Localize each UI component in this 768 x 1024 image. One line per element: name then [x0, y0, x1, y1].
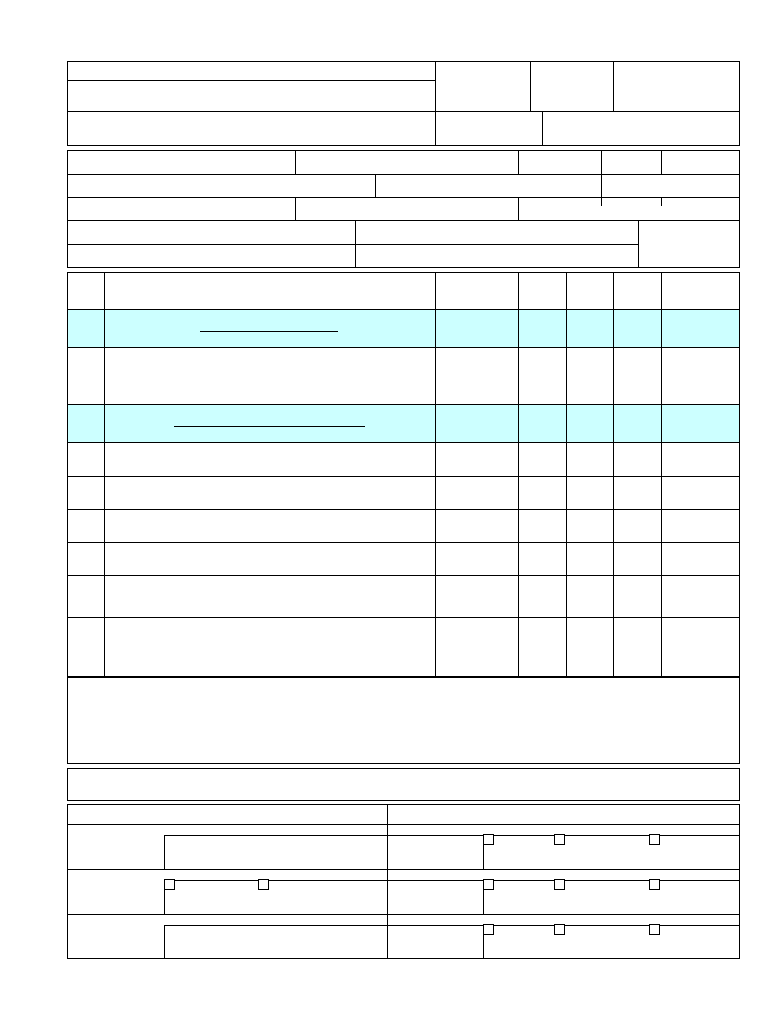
info-block — [67, 150, 740, 268]
checkbox[interactable] — [164, 879, 175, 890]
table-col-divider — [661, 272, 662, 677]
checkbox[interactable] — [649, 879, 660, 890]
header-divider — [435, 61, 436, 146]
table-row-divider — [67, 617, 740, 618]
info-divider — [295, 197, 296, 220]
info-divider — [601, 174, 602, 206]
table-row-divider — [67, 542, 740, 543]
checklist-input-field[interactable] — [164, 925, 388, 959]
info-divider — [518, 150, 519, 174]
table-col-divider — [435, 272, 436, 677]
header-block — [67, 61, 740, 146]
table-row-divider — [67, 442, 740, 443]
header-divider — [542, 111, 543, 146]
table-col-divider — [566, 272, 567, 677]
table-row-divider — [67, 575, 740, 576]
checkbox[interactable] — [554, 879, 565, 890]
table-col-divider — [104, 272, 105, 677]
checkbox[interactable] — [483, 879, 494, 890]
info-divider — [375, 174, 376, 197]
table-row-divider — [67, 347, 740, 348]
header-divider — [613, 61, 614, 111]
section-heading-underline — [174, 426, 365, 427]
checkbox[interactable] — [483, 834, 494, 845]
checkbox[interactable] — [554, 924, 565, 935]
info-divider — [518, 197, 519, 220]
checkbox[interactable] — [649, 834, 660, 845]
header-divider — [67, 111, 740, 112]
header-divider — [67, 80, 436, 81]
table-row-divider — [67, 509, 740, 510]
info-divider — [601, 150, 602, 174]
remarks-box[interactable] — [67, 677, 740, 764]
info-divider — [67, 220, 740, 221]
table-row-divider — [67, 404, 740, 405]
info-divider — [67, 244, 638, 245]
checkbox[interactable] — [258, 879, 269, 890]
table-col-divider — [518, 272, 519, 677]
table-row-divider — [67, 309, 740, 310]
info-divider — [67, 174, 740, 175]
info-divider — [638, 220, 639, 268]
info-divider — [661, 197, 662, 206]
checklist-input-field[interactable] — [164, 835, 388, 870]
table-col-divider — [613, 272, 614, 677]
checklist-input-field[interactable] — [164, 880, 388, 915]
info-divider — [661, 150, 662, 174]
checkbox[interactable] — [649, 924, 660, 935]
info-divider — [67, 197, 740, 198]
checkbox[interactable] — [483, 924, 494, 935]
checkbox[interactable] — [554, 834, 565, 845]
header-divider — [530, 61, 531, 111]
info-divider — [355, 220, 356, 268]
notice-box — [67, 768, 740, 801]
table-row-divider — [67, 476, 740, 477]
checklist-divider — [67, 824, 740, 825]
section-heading-underline — [200, 331, 338, 332]
info-divider — [295, 150, 296, 174]
